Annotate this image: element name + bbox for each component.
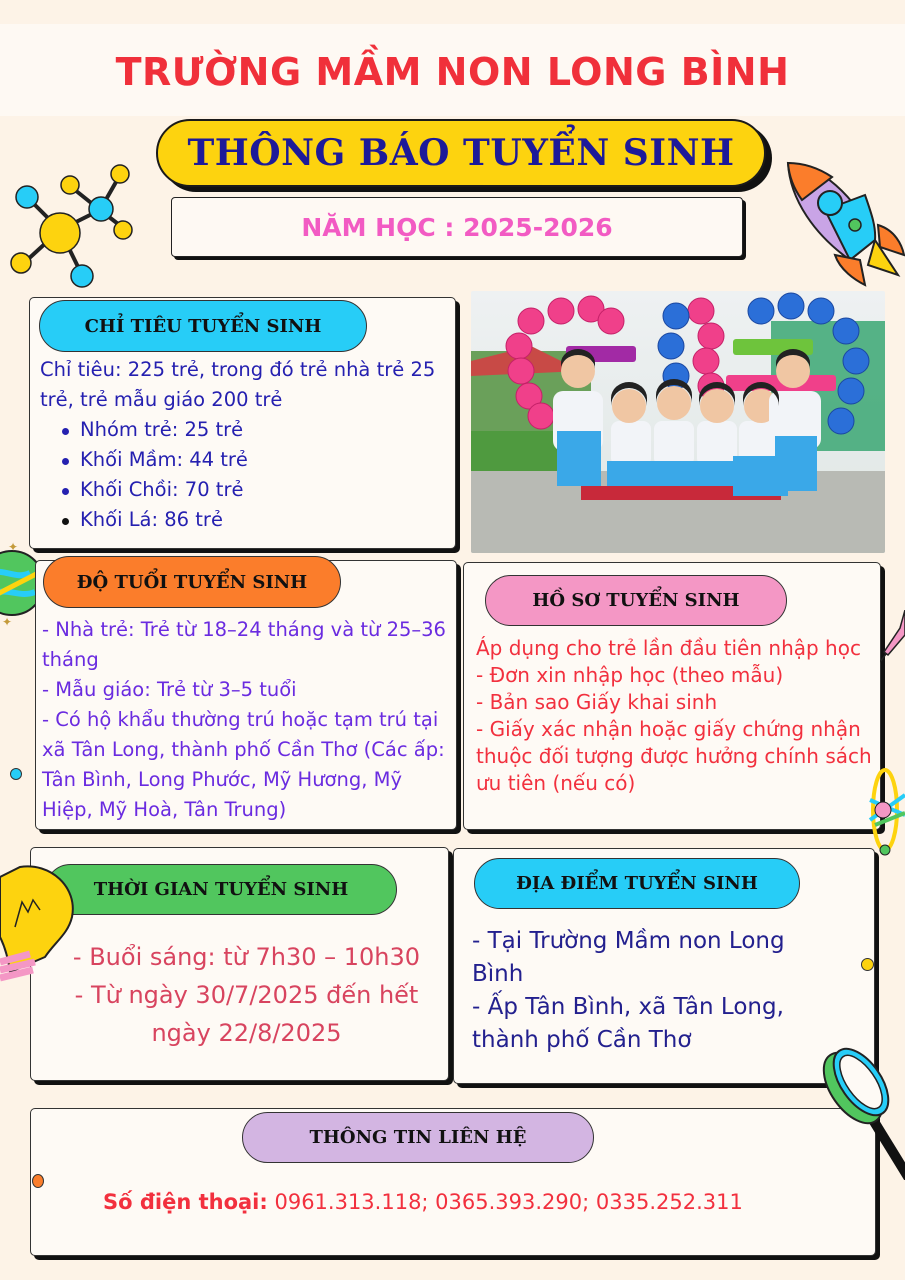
- age-card: [35, 560, 457, 830]
- place-body: [472, 925, 802, 1057]
- contact-body: [103, 1187, 863, 1217]
- phone-numbers[interactable]: 0961.313.118; 0365.393.290; 0335.252.311: [274, 1190, 743, 1214]
- quota-title: CHỈ TIÊU TUYỂN SINH: [84, 315, 322, 337]
- documents-line: - Giấy xác nhận hoặc giấy chứng nhận thuộc đối tượng được hưởng chính sách ưu tiên (nếu có): [476, 717, 872, 795]
- documents-line: Áp dụng cho trẻ lần đầu tiên nhập học: [476, 636, 861, 660]
- sparkle-icon: ✦: [2, 615, 13, 629]
- quota-list: [40, 415, 450, 535]
- age-title-pill: [43, 556, 341, 608]
- documents-body: [476, 635, 876, 797]
- pencil-icon: [880, 610, 905, 665]
- contact-title: THÔNG TIN LIÊN HỆ: [309, 1127, 527, 1148]
- quota-card: [29, 297, 456, 549]
- decor-dot: [861, 958, 874, 971]
- quota-item: Khối Chồi: 70 trẻ: [62, 475, 450, 505]
- sparkle-icon: ✦: [8, 540, 19, 554]
- time-body: [49, 938, 444, 1052]
- decor-dot: [32, 1174, 44, 1188]
- molecule-icon: [0, 160, 150, 295]
- time-card: [30, 847, 449, 1081]
- quota-body: [40, 355, 450, 535]
- quota-item: Nhóm trẻ: 25 trẻ: [62, 415, 450, 445]
- banner-title: THÔNG BÁO TUYỂN SINH: [187, 132, 735, 174]
- quota-item: Khối Mầm: 44 trẻ: [62, 445, 450, 475]
- age-body: [42, 615, 452, 825]
- atom-icon: [865, 765, 905, 860]
- quota-intro: Chỉ tiêu: 225 trẻ, trong đó trẻ nhà trẻ 25 trẻ, trẻ mẫu giáo 200 trẻ: [40, 358, 436, 411]
- place-title-pill: [474, 858, 800, 909]
- time-title: THỜI GIAN TUYỂN SINH: [93, 879, 349, 900]
- documents-title: HỒ SƠ TUYỂN SINH: [532, 590, 740, 611]
- time-line: - Buổi sáng: từ 7h30 – 10h30: [72, 943, 421, 971]
- age-title: ĐỘ TUỔI TUYỂN SINH: [76, 571, 308, 593]
- school-year-box: [171, 197, 743, 257]
- school-name: TRƯỜNG MẦM NON LONG BÌNH: [115, 50, 790, 94]
- documents-title-pill: [485, 575, 787, 626]
- lightbulb-icon: [0, 862, 80, 987]
- school-year: NĂM HỌC : 2025-2026: [301, 212, 613, 242]
- place-card: [453, 848, 875, 1084]
- quota-title-pill: [39, 300, 367, 352]
- time-title-pill: [45, 864, 397, 915]
- age-line: - Mẫu giáo: Trẻ từ 3–5 tuổi: [42, 678, 297, 701]
- documents-line: - Bản sao Giấy khai sinh: [476, 690, 718, 714]
- place-title: ĐỊA ĐIỂM TUYỂN SINH: [516, 873, 758, 894]
- contact-title-pill: [242, 1112, 594, 1163]
- children-photo: [471, 291, 885, 553]
- age-line: - Có hộ khẩu thường trú hoặc tạm trú tại xã Tân Long, thành phố Cần Thơ (Các ấp: Tân Bình, Long Phước, Mỹ Hương, Mỹ Hiệp, Mỹ Hoà, Tân Trung): [42, 708, 445, 821]
- announcement-banner: [156, 119, 766, 187]
- place-line: - Ấp Tân Bình, xã Tân Long, thành phố Cần Thơ: [472, 994, 784, 1053]
- contact-card: [30, 1108, 876, 1256]
- phone-label: Số điện thoại:: [103, 1190, 268, 1214]
- time-line: - Từ ngày 30/7/2025 đến hết ngày 22/8/2025: [74, 981, 419, 1047]
- documents-card: [463, 562, 881, 830]
- decor-dot: [10, 768, 22, 780]
- age-line: - Nhà trẻ: Trẻ từ 18–24 tháng và từ 25–36 tháng: [42, 618, 446, 671]
- documents-line: - Đơn xin nhập học (theo mẫu): [476, 663, 784, 687]
- quota-item: Khối Lá: 86 trẻ: [62, 505, 450, 535]
- place-line: - Tại Trường Mầm non Long Bình: [472, 928, 785, 987]
- magnifier-icon: [815, 1040, 905, 1180]
- rocket-icon: [780, 155, 905, 290]
